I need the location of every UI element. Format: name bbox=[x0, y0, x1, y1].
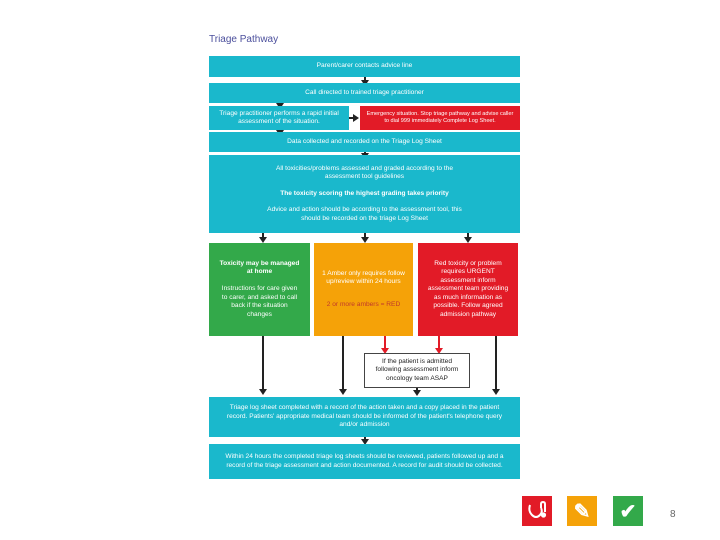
amber-outcome-box bbox=[314, 243, 413, 336]
page-number: 8 bbox=[670, 509, 676, 520]
data-collected-box bbox=[209, 132, 520, 152]
check-glyph: ✔ bbox=[619, 500, 637, 523]
pencil-glyph: ✎ bbox=[573, 500, 591, 523]
contact-box bbox=[209, 56, 520, 77]
arrow-green-down-head bbox=[259, 389, 267, 395]
review-text: Within 24 hours the completed triage log sheets should be reviewed, patients followed up and a record of the triage assessment and action documented. A record for audit should be collected. bbox=[225, 453, 504, 469]
advice-text: Advice and action should be according to the assessment tool, this should be recorded on the triage Log Sheet bbox=[267, 206, 462, 222]
check-icon bbox=[613, 496, 643, 526]
contact-text: Parent/carer contacts advice line bbox=[316, 62, 413, 70]
directed-box bbox=[209, 83, 520, 103]
arrow-red-down-head bbox=[492, 389, 500, 395]
arrow-amber-down-head bbox=[339, 389, 347, 395]
amber-line1: 1 Amber only requires follow up/review within 24 hours bbox=[322, 269, 405, 285]
amber-line2: 2 or more ambers = RED bbox=[326, 301, 401, 308]
arrow-green-down-line bbox=[262, 336, 264, 390]
green-title: Toxicity may be managed at home bbox=[219, 259, 300, 276]
admitted-text: If the patient is admitted following assessment inform oncology team ASAP bbox=[375, 357, 459, 382]
emergency-text: Emergency situation. Stop triage pathway and advise caller to dial 999 immediately Complete Log Sheet. bbox=[366, 110, 514, 124]
arrow-red-down-line bbox=[495, 336, 497, 390]
data-collected-text: Data collected and recorded on the Triage Log Sheet bbox=[287, 137, 442, 145]
scoring-text: The toxicity scoring the highest grading takes priority bbox=[280, 189, 449, 197]
red-outcome-text: Red toxicity or problem requires URGENT assessment inform assessment team providing as much information as possible. Follow agreed admission pathway bbox=[427, 259, 509, 318]
logsheet-box bbox=[209, 397, 520, 437]
green-outcome-box bbox=[209, 243, 310, 336]
green-body: Instructions for care given to carer, and asked to call back if the situation changes bbox=[221, 285, 298, 318]
directed-text: Call directed to trained triage practitioner bbox=[305, 88, 424, 96]
pencil-icon bbox=[567, 496, 597, 526]
assessment-box bbox=[209, 155, 520, 233]
toxicities-text: All toxicities/problems assessed and graded according to the assessment tool guidelines bbox=[275, 164, 454, 181]
initial-assessment-text: Triage practitioner performs a rapid initial assessment of the situation. bbox=[219, 109, 339, 125]
review-box bbox=[209, 444, 520, 479]
logsheet-text: Triage log sheet completed with a record of the action taken and a copy placed in the patient record. Patients' appropriate medical team should be informed of the patient's telephone query and/or admission bbox=[226, 404, 503, 429]
initial-assessment-box bbox=[209, 106, 349, 130]
red-outcome-box bbox=[418, 243, 518, 336]
admitted-box bbox=[364, 353, 470, 388]
arrow-admitted-head bbox=[413, 390, 421, 396]
thermometer-icon bbox=[522, 496, 552, 526]
arrow-3-head bbox=[353, 114, 359, 122]
arrow-amber-down-line bbox=[342, 336, 344, 390]
page-title: Triage Pathway bbox=[209, 34, 279, 45]
emergency-box bbox=[360, 106, 520, 130]
